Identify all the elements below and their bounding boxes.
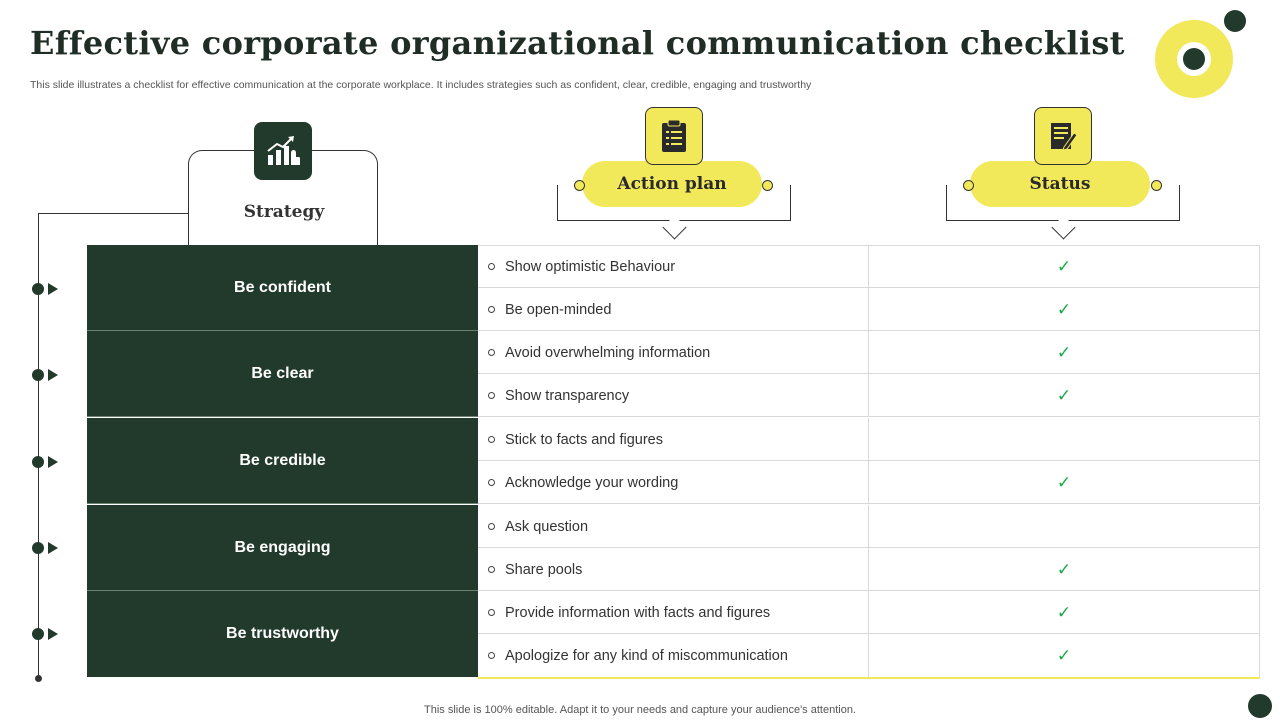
bullet-icon: [488, 566, 495, 573]
status-cell: [869, 374, 1260, 417]
action-cell: [478, 548, 869, 591]
action-text: Apologize for any kind of miscommunication: [505, 647, 788, 664]
strategy-cell: Be confident: [87, 245, 478, 331]
action-cell: [478, 591, 869, 634]
bullet-icon: [488, 479, 495, 486]
table-row: [478, 418, 1260, 461]
checkmark-icon: ✓: [1056, 645, 1072, 665]
table-row: [478, 591, 1260, 634]
bullet-icon: [488, 436, 495, 443]
status-cell: [869, 548, 1260, 591]
action-text: Be open-minded: [505, 301, 612, 318]
timeline-marker: [32, 627, 62, 641]
status-cell: [869, 331, 1260, 374]
strategy-cell: Be clear: [87, 331, 478, 417]
document-edit-icon: [1034, 107, 1092, 165]
bullet-icon: [488, 652, 495, 659]
timeline-marker: [32, 541, 62, 555]
bullet-icon: [488, 263, 495, 270]
table-row: [478, 505, 1260, 548]
bullet-icon: [488, 523, 495, 530]
table-row: [478, 288, 1260, 331]
strategy-cell: Be engaging: [87, 505, 478, 591]
action-text: Provide information with facts and figures: [505, 604, 771, 621]
table-row: [478, 634, 1260, 677]
strategy-cell: Be credible: [87, 418, 478, 504]
checklist-table: [87, 245, 1260, 678]
footer-note: This slide is 100% editable. Adapt it to your needs and capture your audience's attention.: [424, 704, 856, 716]
page-subtitle: This slide illustrates a checklist for effective communication at the corporate workplace. It includes strategies such as confident, clear, credible, engaging and trustworthy: [30, 79, 812, 91]
action-text: Ask question: [505, 518, 589, 535]
action-text: Avoid overwhelming information: [505, 344, 711, 361]
action-cell: [478, 331, 869, 374]
action-cell: [478, 634, 869, 677]
table-row: [478, 461, 1260, 504]
checkmark-icon: ✓: [1056, 385, 1072, 405]
action-cell: [478, 288, 869, 331]
status-cell: [869, 418, 1260, 461]
timeline-marker: [32, 455, 62, 469]
table-row: [478, 548, 1260, 591]
status-cell: [869, 288, 1260, 331]
action-cell: [478, 505, 869, 548]
action-text: Acknowledge your wording: [505, 474, 679, 491]
checkmark-icon: ✓: [1056, 299, 1072, 319]
strategy-cell: Be trustworthy: [87, 591, 478, 677]
action-text: Stick to facts and figures: [505, 431, 663, 448]
strategy-header-label: Strategy: [243, 202, 325, 222]
page-title: Effective corporate organizational communication checklist: [30, 24, 1125, 62]
status-cell: [869, 591, 1260, 634]
action-text: Show optimistic Behaviour: [505, 258, 676, 275]
checkmark-icon: ✓: [1056, 342, 1072, 362]
bullet-icon: [488, 609, 495, 616]
timeline-marker: [32, 282, 62, 296]
checkmark-icon: ✓: [1056, 602, 1072, 622]
timeline-marker: [32, 368, 62, 382]
table-row: [478, 245, 1260, 288]
timeline-connector: [38, 213, 188, 214]
action-cell: [478, 461, 869, 504]
table-row: [478, 374, 1260, 417]
bullet-icon: [488, 392, 495, 399]
bullet-icon: [488, 306, 495, 313]
action-text: Show transparency: [505, 387, 630, 404]
checkmark-icon: ✓: [1056, 256, 1072, 276]
bullet-icon: [488, 349, 495, 356]
action-text: Share pools: [505, 561, 583, 578]
action-cell: [478, 374, 869, 417]
status-cell: [869, 505, 1260, 548]
status-cell: [869, 245, 1260, 288]
decorative-ring: [1155, 20, 1233, 98]
action-cell: [478, 245, 869, 288]
table-row: [478, 331, 1260, 374]
action-plan-header: Action plan: [582, 161, 762, 207]
timeline-end-dot: [35, 675, 42, 682]
checkmark-icon: ✓: [1056, 559, 1072, 579]
status-cell: [869, 634, 1260, 677]
status-cell: [869, 461, 1260, 504]
growth-chart-hand-icon: [254, 122, 312, 180]
status-header: Status: [970, 161, 1150, 207]
clipboard-icon: [645, 107, 703, 165]
decorative-dot: [1224, 10, 1246, 32]
action-cell: [478, 418, 869, 461]
checkmark-icon: ✓: [1056, 472, 1072, 492]
